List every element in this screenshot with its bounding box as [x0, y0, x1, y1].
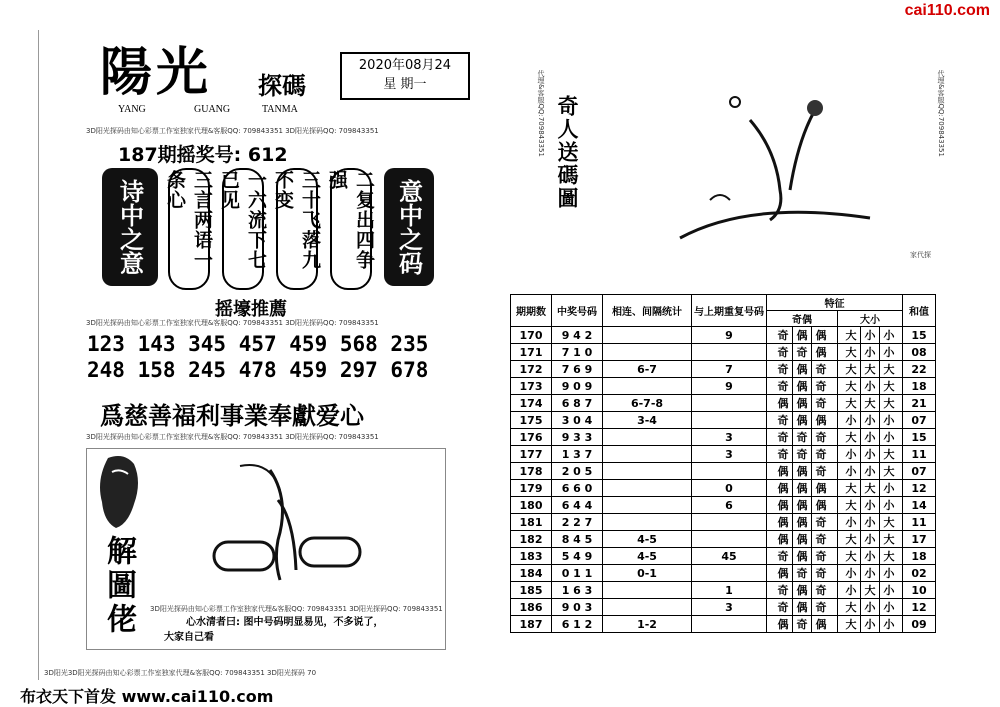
oe-mark: 偶	[793, 514, 812, 530]
cell-period: 178	[511, 463, 552, 480]
bs-mark: 小	[861, 327, 880, 343]
cell-repeat	[692, 616, 767, 633]
draw-result: 187期摇奖号: 612	[118, 144, 288, 166]
cell-period: 184	[511, 565, 552, 582]
cell-nums: 6 1 2	[552, 616, 603, 633]
charity-slogan: 爲慈善福利事業奉獻爱心	[100, 401, 364, 430]
cell-repeat	[692, 565, 767, 582]
bs-mark: 小	[842, 514, 861, 530]
poem-left-label: 诗中之意	[102, 168, 158, 286]
cell-link	[603, 514, 692, 531]
cell-link	[603, 497, 692, 514]
oe-mark: 偶	[815, 482, 827, 495]
oe-mark: 偶	[793, 361, 812, 377]
cell-bs	[838, 378, 903, 395]
oe-mark: 偶	[793, 378, 812, 394]
cell-nums: 0 1 1	[552, 565, 603, 582]
bs-mark: 大	[883, 380, 895, 393]
bs-mark: 小	[883, 567, 895, 580]
cell-repeat	[692, 514, 767, 531]
cell-period: 171	[511, 344, 552, 361]
table-row	[511, 514, 936, 531]
bs-mark: 大	[842, 429, 861, 445]
right-side-text-2: 代理&客服QQ:709843351	[937, 70, 945, 157]
bs-mark: 小	[861, 599, 880, 615]
bs-mark: 小	[861, 378, 880, 394]
oe-mark: 偶	[793, 395, 812, 411]
cell-nums: 8 4 5	[552, 531, 603, 548]
oe-mark: 奇	[793, 446, 812, 462]
cell-oe	[767, 480, 838, 497]
th-repeat: 与上期重复号码	[692, 295, 767, 327]
poem-right-label: 意中之码	[384, 168, 434, 286]
table-row	[511, 395, 936, 412]
bs-mark: 小	[861, 514, 880, 530]
oe-mark: 偶	[793, 463, 812, 479]
cell-period: 174	[511, 395, 552, 412]
table-row	[511, 429, 936, 446]
table-row	[511, 327, 936, 344]
cell-link: 4-5	[603, 548, 692, 565]
bs-mark: 大	[883, 465, 895, 478]
cell-link: 6-7	[603, 361, 692, 378]
cell-bs	[838, 429, 903, 446]
cell-sum: 07	[903, 463, 936, 480]
cell-repeat: 9	[692, 327, 767, 344]
bs-mark: 大	[861, 395, 880, 411]
cell-nums: 7 6 9	[552, 361, 603, 378]
cell-link	[603, 480, 692, 497]
oe-mark: 偶	[774, 616, 793, 632]
oe-mark: 奇	[815, 567, 827, 580]
cell-link: 1-2	[603, 616, 692, 633]
bs-mark: 小	[842, 565, 861, 581]
table-row	[511, 599, 936, 616]
bs-mark: 小	[842, 463, 861, 479]
bs-mark: 大	[883, 516, 895, 529]
date-text: 2020年08月24	[358, 58, 452, 73]
cell-link	[603, 344, 692, 361]
cell-link	[603, 463, 692, 480]
oe-mark: 奇	[815, 516, 827, 529]
oe-mark: 偶	[815, 346, 827, 359]
cell-repeat	[692, 463, 767, 480]
bs-mark: 大	[883, 397, 895, 410]
cell-repeat: 3	[692, 446, 767, 463]
cell-repeat: 45	[692, 548, 767, 565]
oe-mark: 偶	[815, 618, 827, 631]
oe-mark: 偶	[793, 480, 812, 496]
oe-mark: 偶	[793, 582, 812, 598]
contact-line: 3D阳光探码由知心彩票工作室独家代理&客服QQ: 709843351 3D阳光探码QQ: 709843351	[86, 127, 379, 135]
oe-mark: 奇	[793, 429, 812, 445]
cell-repeat	[692, 412, 767, 429]
table-row	[511, 378, 936, 395]
bs-mark: 小	[883, 414, 895, 427]
cell-repeat: 9	[692, 378, 767, 395]
cell-link: 4-5	[603, 531, 692, 548]
site-watermark: cai110.com	[904, 2, 990, 19]
poem-line-3: 三十飞落九不变	[276, 168, 318, 290]
bs-mark: 小	[883, 601, 895, 614]
cell-bs	[838, 395, 903, 412]
cell-oe	[767, 463, 838, 480]
cell-nums: 2 2 7	[552, 514, 603, 531]
cell-oe	[767, 616, 838, 633]
oe-mark: 奇	[815, 465, 827, 478]
cell-repeat: 3	[692, 599, 767, 616]
oe-mark: 偶	[774, 395, 793, 411]
cell-nums: 9 0 9	[552, 378, 603, 395]
table-row	[511, 497, 936, 514]
cell-sum: 15	[903, 327, 936, 344]
bs-mark: 大	[842, 480, 861, 496]
bs-mark: 小	[883, 346, 895, 359]
cell-sum: 09	[903, 616, 936, 633]
oe-mark: 奇	[774, 599, 793, 615]
cell-period: 176	[511, 429, 552, 446]
cell-bs	[838, 582, 903, 599]
cell-period: 180	[511, 497, 552, 514]
qiren-drawing	[650, 90, 880, 240]
cell-bs	[838, 361, 903, 378]
bs-mark: 大	[883, 363, 895, 376]
oe-mark: 奇	[774, 378, 793, 394]
oe-mark: 偶	[774, 514, 793, 530]
table-row	[511, 616, 936, 633]
date-box	[340, 52, 470, 100]
cell-repeat: 6	[692, 497, 767, 514]
cell-sum: 10	[903, 582, 936, 599]
cell-period: 170	[511, 327, 552, 344]
bs-mark: 小	[883, 618, 895, 631]
cell-bs	[838, 446, 903, 463]
bs-mark: 小	[861, 446, 880, 462]
jietu-label: 解圖佬	[101, 535, 136, 637]
cell-period: 172	[511, 361, 552, 378]
cell-period: 179	[511, 480, 552, 497]
cell-repeat: 1	[692, 582, 767, 599]
cell-nums: 6 4 4	[552, 497, 603, 514]
cell-sum: 11	[903, 514, 936, 531]
bs-mark: 小	[883, 431, 895, 444]
oe-mark: 偶	[793, 497, 812, 513]
qiren-label: 奇人送碼圖	[555, 95, 580, 210]
bs-mark: 小	[861, 497, 880, 513]
bs-mark: 大	[842, 378, 861, 394]
cell-oe	[767, 429, 838, 446]
table-row	[511, 344, 936, 361]
cell-repeat: 7	[692, 361, 767, 378]
cell-bs	[838, 344, 903, 361]
cell-sum: 07	[903, 412, 936, 429]
poem-line-4: 二复出四争强	[330, 168, 372, 290]
cell-nums: 9 0 3	[552, 599, 603, 616]
cell-link	[603, 446, 692, 463]
bs-mark: 大	[842, 599, 861, 615]
bs-mark: 大	[861, 480, 880, 496]
cell-nums: 1 6 3	[552, 582, 603, 599]
bs-mark: 小	[861, 565, 880, 581]
cell-oe	[767, 327, 838, 344]
bs-mark: 小	[883, 499, 895, 512]
contact-line-3: 3D阳光探码由知心彩票工作室独家代理&客服QQ: 709843351 3D阳光探码QQ: 709843351	[86, 433, 379, 441]
cell-sum: 08	[903, 344, 936, 361]
cell-sum: 15	[903, 429, 936, 446]
cell-bs	[838, 616, 903, 633]
cell-sum: 22	[903, 361, 936, 378]
cell-sum: 18	[903, 378, 936, 395]
cell-oe	[767, 446, 838, 463]
oe-mark: 偶	[793, 548, 812, 564]
bs-mark: 大	[842, 616, 861, 632]
oe-mark: 奇	[815, 397, 827, 410]
table-row	[511, 480, 936, 497]
cell-oe	[767, 514, 838, 531]
bs-mark: 大	[842, 497, 861, 513]
cell-oe	[767, 565, 838, 582]
cell-oe	[767, 548, 838, 565]
bs-mark: 大	[842, 361, 861, 377]
quote-line-2: 大家自己看	[164, 632, 214, 643]
oe-mark: 奇	[774, 327, 793, 343]
cell-period: 175	[511, 412, 552, 429]
oe-mark: 偶	[774, 497, 793, 513]
bs-mark: 小	[842, 412, 861, 428]
cell-period: 177	[511, 446, 552, 463]
contact-line-2: 3D阳光探码由知心彩票工作室独家代理&客服QQ: 709843351 3D阳光探码QQ: 709843351	[86, 319, 379, 327]
th-bs: 大小	[838, 311, 903, 327]
th-feature: 特征	[767, 295, 903, 311]
oe-mark: 奇	[815, 533, 827, 546]
contact-line-4: 3D阳光探码由知心彩票工作室独家代理&客服QQ: 709843351 3D阳光探码QQ: 709843351	[150, 605, 443, 613]
cell-oe	[767, 497, 838, 514]
cell-nums: 5 4 9	[552, 548, 603, 565]
cell-sum: 18	[903, 548, 936, 565]
oe-mark: 奇	[774, 446, 793, 462]
cell-oe	[767, 378, 838, 395]
cell-link	[603, 599, 692, 616]
cell-oe	[767, 412, 838, 429]
oe-mark: 奇	[815, 380, 827, 393]
cell-link	[603, 582, 692, 599]
oe-mark: 偶	[815, 499, 827, 512]
cell-nums: 6 8 7	[552, 395, 603, 412]
quote-line-1: 心水清者曰: 图中号码明显易见，不多说了，	[186, 617, 384, 628]
cell-link: 0-1	[603, 565, 692, 582]
cell-link: 6-7-8	[603, 395, 692, 412]
title-tanma: 探碼	[258, 71, 306, 100]
cell-oe	[767, 531, 838, 548]
bs-mark: 小	[861, 616, 880, 632]
cell-repeat: 0	[692, 480, 767, 497]
cell-bs	[838, 463, 903, 480]
cell-sum: 17	[903, 531, 936, 548]
bs-mark: 大	[861, 582, 880, 598]
cell-period: 187	[511, 616, 552, 633]
bs-mark: 大	[883, 550, 895, 563]
cell-repeat	[692, 344, 767, 361]
oe-mark: 奇	[815, 363, 827, 376]
cell-sum: 12	[903, 480, 936, 497]
weekday-text: 星 期一	[383, 77, 427, 92]
cell-sum: 02	[903, 565, 936, 582]
cell-oe	[767, 361, 838, 378]
cell-nums: 6 6 0	[552, 480, 603, 497]
pinyin-2: GUANG	[194, 104, 231, 115]
bs-mark: 小	[883, 584, 895, 597]
th-sum: 和值	[903, 295, 936, 327]
cell-sum: 14	[903, 497, 936, 514]
cell-bs	[838, 412, 903, 429]
bs-mark: 小	[883, 482, 895, 495]
table-row	[511, 446, 936, 463]
oe-mark: 奇	[774, 429, 793, 445]
th-nums: 中奖号码	[552, 295, 603, 327]
cell-period: 182	[511, 531, 552, 548]
cell-bs	[838, 565, 903, 582]
oe-mark: 偶	[815, 329, 827, 342]
oe-mark: 偶	[815, 414, 827, 427]
right-side-text-1: 代理&客服QQ:709843351	[537, 70, 545, 157]
table-row	[511, 548, 936, 565]
cell-oe	[767, 395, 838, 412]
table-row	[511, 463, 936, 480]
cell-period: 183	[511, 548, 552, 565]
pinyin-3: TANMA	[262, 104, 298, 115]
oe-mark: 奇	[774, 412, 793, 428]
oe-mark: 偶	[774, 463, 793, 479]
cell-link: 3-4	[603, 412, 692, 429]
corner-note: 家代探	[910, 251, 931, 259]
bs-mark: 小	[861, 531, 880, 547]
cell-repeat	[692, 395, 767, 412]
oe-mark: 偶	[774, 565, 793, 581]
table-row	[511, 361, 936, 378]
oe-mark: 偶	[774, 480, 793, 496]
oe-mark: 奇	[815, 448, 827, 461]
cell-bs	[838, 548, 903, 565]
bs-mark: 大	[842, 531, 861, 547]
table-row	[511, 582, 936, 599]
cell-bs	[838, 531, 903, 548]
bs-mark: 小	[842, 582, 861, 598]
cell-nums: 7 1 0	[552, 344, 603, 361]
bs-mark: 大	[842, 327, 861, 343]
bs-mark: 小	[861, 463, 880, 479]
title-yangguang: 陽光	[100, 42, 213, 103]
bottom-credit: 布衣天下首发 www.cai110.com	[20, 687, 274, 706]
oe-mark: 奇	[774, 548, 793, 564]
oe-mark: 奇	[815, 584, 827, 597]
cell-link	[603, 378, 692, 395]
bs-mark: 大	[842, 395, 861, 411]
oe-mark: 奇	[815, 601, 827, 614]
table-row	[511, 531, 936, 548]
oe-mark: 偶	[793, 412, 812, 428]
bs-mark: 小	[861, 429, 880, 445]
cell-period: 185	[511, 582, 552, 599]
cell-oe	[767, 582, 838, 599]
cell-nums: 2 0 5	[552, 463, 603, 480]
poem-line-2: 一六流下七已见	[222, 168, 264, 290]
cell-oe	[767, 344, 838, 361]
th-oe: 奇偶	[767, 311, 838, 327]
oe-mark: 偶	[793, 599, 812, 615]
cell-period: 186	[511, 599, 552, 616]
oe-mark: 奇	[793, 344, 812, 360]
bs-mark: 大	[883, 448, 895, 461]
table-row	[511, 565, 936, 582]
oe-mark: 奇	[793, 616, 812, 632]
oe-mark: 偶	[793, 531, 812, 547]
cell-nums: 3 0 4	[552, 412, 603, 429]
history-table	[510, 294, 936, 633]
cell-nums: 9 4 2	[552, 327, 603, 344]
cell-nums: 9 3 3	[552, 429, 603, 446]
oe-mark: 奇	[774, 361, 793, 377]
bs-mark: 大	[861, 361, 880, 377]
cell-bs	[838, 480, 903, 497]
cell-period: 173	[511, 378, 552, 395]
oe-mark: 偶	[774, 531, 793, 547]
cell-period: 181	[511, 514, 552, 531]
bs-mark: 小	[842, 446, 861, 462]
footer-note: 3D阳光3D阳光探码由知心彩票工作室独家代理&客服QQ: 709843351 3D阳光探码 70	[44, 669, 317, 677]
oe-mark: 奇	[793, 565, 812, 581]
th-period: 期期数	[511, 295, 552, 327]
cell-bs	[838, 599, 903, 616]
oe-mark: 奇	[815, 550, 827, 563]
recommend-row-1: 123 143 345 457 459 568 235	[87, 332, 429, 356]
oe-mark: 奇	[815, 431, 827, 444]
cell-bs	[838, 497, 903, 514]
cell-link	[603, 327, 692, 344]
old-man-portrait-icon	[90, 452, 150, 532]
cell-bs	[838, 327, 903, 344]
cell-sum: 12	[903, 599, 936, 616]
bs-mark: 小	[861, 344, 880, 360]
cell-nums: 1 3 7	[552, 446, 603, 463]
oe-mark: 偶	[793, 327, 812, 343]
bs-mark: 大	[883, 533, 895, 546]
cell-link	[603, 429, 692, 446]
bs-mark: 小	[861, 412, 880, 428]
recommend-row-2: 248 158 245 478 459 297 678	[87, 358, 429, 382]
cell-repeat: 3	[692, 429, 767, 446]
bs-mark: 大	[842, 344, 861, 360]
cell-sum: 21	[903, 395, 936, 412]
bs-mark: 小	[861, 548, 880, 564]
oe-mark: 奇	[774, 582, 793, 598]
cell-sum: 11	[903, 446, 936, 463]
table-row	[511, 412, 936, 429]
cell-oe	[767, 599, 838, 616]
poem-line-1: 三言两语一条心	[168, 168, 210, 290]
pinyin-1: YANG	[118, 104, 146, 115]
bs-mark: 大	[842, 548, 861, 564]
cell-bs	[838, 514, 903, 531]
cell-repeat	[692, 531, 767, 548]
recommend-title: 摇壕推薦	[215, 299, 287, 320]
bs-mark: 小	[883, 329, 895, 342]
th-link: 相连、间隔统计	[603, 295, 692, 327]
riddle-drawing	[200, 460, 400, 590]
oe-mark: 奇	[774, 344, 793, 360]
